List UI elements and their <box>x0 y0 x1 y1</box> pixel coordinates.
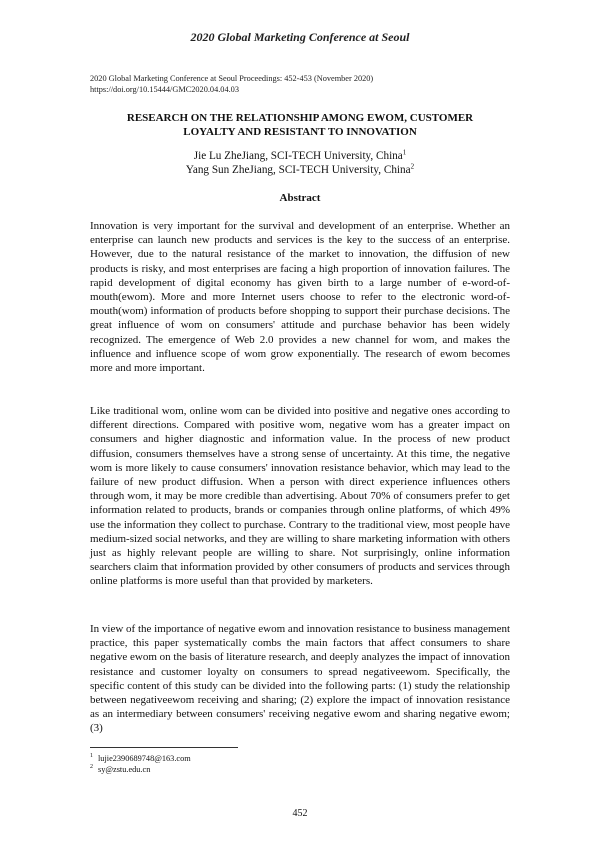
proceedings-info <box>90 73 373 95</box>
footnote-2 <box>90 764 191 775</box>
footnote-2-email: sy@zstu.edu.cn <box>98 765 151 774</box>
author-list <box>90 149 510 177</box>
author-2-footnote-mark: 2 <box>410 162 415 171</box>
author-2 <box>90 163 510 177</box>
page-number: 452 <box>292 808 308 819</box>
footnote-1-mark: 1 <box>90 753 93 760</box>
author-1-footnote-mark: 1 <box>402 148 407 157</box>
paper-title <box>90 111 510 139</box>
running-header: 2020 Global Marketing Conference at Seoul <box>190 30 410 44</box>
author-1 <box>90 149 510 163</box>
footnotes <box>90 753 191 775</box>
abstract-paragraph-2: Like traditional wom, online wom can be divided into positive and negative ones according to different directions. Compared with positive wom, negative wom has a greater impact on consumers and higher diagnostic and information value. In the process of new product diffusion, consumers themselves have a strong sense of uncertainty. At this time, the negative wom is more likely to cause consumers' innovation resistance behavior, which may lead to the failure of new product diffusion. When a person with direct experience influences others through wom, it may be more credible than advertising. About 70% of consumers prefer to get information related to products, brands or companies through online platforms, of which 49% use the information they collect to purchase. Contrary to the traditional view, most people have medium-sized social networks, and they are willing to share marketing information with others just as highly relevant people are willing to share. Not surprisingly, online information searchers claim that information provided by other consumers of products and services through online platforms is more useful than that provided by marketers. <box>90 405 510 588</box>
footnote-2-mark: 2 <box>90 764 93 771</box>
proceedings-citation: 2020 Global Marketing Conference at Seoul Proceedings: 452-453 (November 2020) <box>90 74 374 83</box>
footnote-divider <box>90 747 238 748</box>
footnote-1 <box>90 753 191 764</box>
abstract-heading: Abstract <box>279 192 321 204</box>
abstract-paragraph-1: Innovation is very important for the survival and development of an enterprise. Whether an enterprise can launch new products and services is the key to the success of an enterprise. However, due to the natural resistance of the market to innovation, the diffusion of new products is risky, and most enterprises are facing a high proportion of innovation failures. The rapid development of digital economy has given birth to a large number of e-word-of-mouth(ewom). More and more Internet users choose to refer to the electronic word-of-mouth(wom) information of products before shopping to support their purchase decisions. The great influence of wom on consumers' attitude and purchase behavior has been widely recognized. The emergence of Web 2.0 provides a new channel for wom, and makes the influence and influence scope of wom grow exponentially. The research of ewom becomes more and more important. <box>90 220 510 375</box>
abstract-paragraph-3: In view of the importance of negative ewom and innovation resistance to business management practice, this paper systematically combs the main factors that affect consumers to share negative ewom on the basis of literature research, and deeply analyzes the impact of innovation resistance and customer loyalty on consumers to spread negativeewom. Specifically, the specific content of this study can be divided into the following parts: (1) study the relationship between negativeewom receiving and sharing; (2) explore the impact of innovation resistance as an intermediary between consumers' receiving negative ewom and sharing negative ewom; (3) <box>90 623 511 735</box>
author-1-affiliation: Jie Lu ZheJiang, SCI-TECH University, China <box>193 150 403 162</box>
author-2-affiliation: Yang Sun ZheJiang, SCI-TECH University, China <box>185 164 411 176</box>
footnote-1-email: lujie2390689748@163.com <box>98 754 191 763</box>
title-line-2: LOYALTY AND RESISTANT TO INNOVATION <box>183 126 417 138</box>
doi-link[interactable]: https://doi.org/10.15444/GMC2020.04.04.03 <box>90 85 239 94</box>
title-line-1: RESEARCH ON THE RELATIONSHIP AMONG EWOM, CUSTOMER <box>126 112 474 124</box>
